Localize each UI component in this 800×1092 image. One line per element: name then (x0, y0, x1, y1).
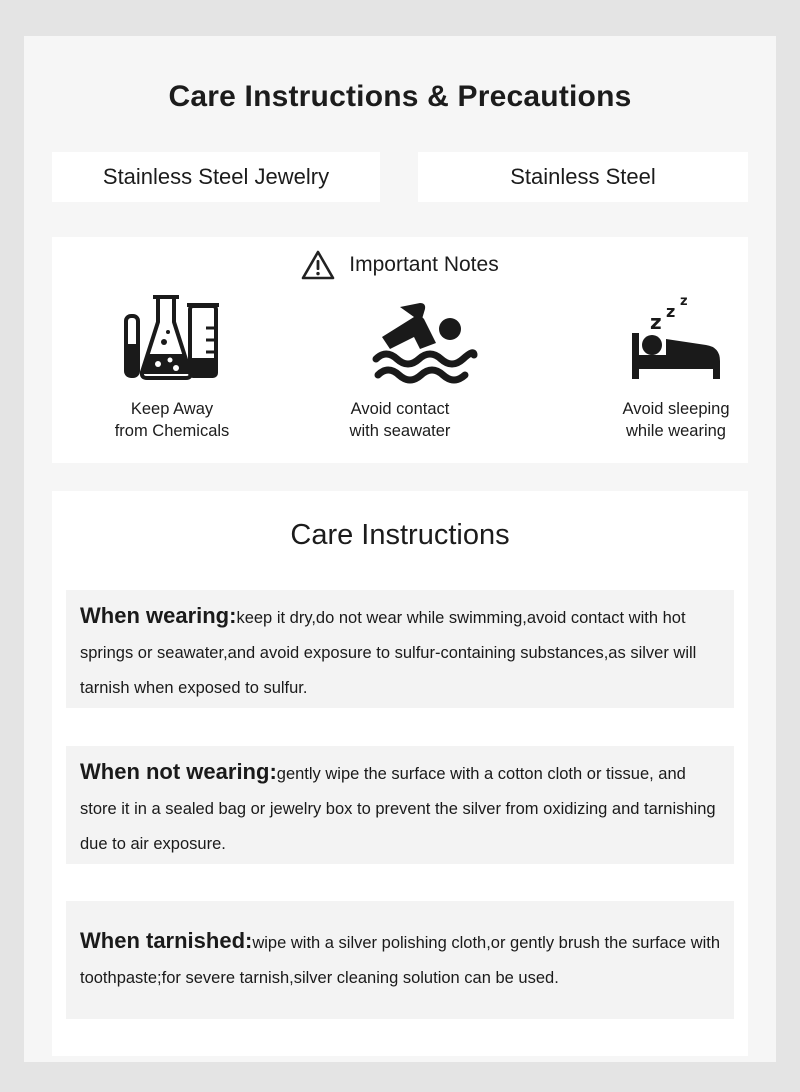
important-notes-panel (52, 237, 748, 463)
note-seawater-line2: with seawater (349, 422, 451, 440)
material-tag-jewelry: Stainless Steel Jewelry (52, 152, 380, 202)
svg-text:z: z (666, 302, 676, 321)
section-heading: When tarnished: (80, 928, 253, 953)
note-seawater (300, 398, 500, 442)
note-sleeping (576, 398, 776, 442)
svg-text:z: z (650, 310, 662, 334)
note-seawater-line1: Avoid contact (350, 400, 450, 418)
svg-text:z: z (680, 294, 688, 309)
section-when-wearing (66, 590, 734, 708)
note-chemicals-line1: Keep Away (130, 400, 214, 418)
chemicals-icon (118, 292, 228, 382)
section-text: gently wipe the surface with a cotton cloth or tissue, and store it in a sealed bag or jewelry box to prevent the silver from oxidizing and tarnishing due to air exposure. (80, 765, 716, 853)
section-text: wipe with a silver polishing cloth,or gently brush the surface with toothpaste;for severe tarnish,silver cleaning solution can be used. (80, 934, 721, 987)
section-when-not-wearing (66, 746, 734, 864)
care-instructions-title: Care Instructions (290, 519, 510, 551)
section-text: keep it dry,do not wear while swimming,avoid contact with hot springs or seawater,and avoid exposure to sulfur-containing substances,as silver will tarnish when exposed to sulfur. (80, 609, 697, 697)
page-title: Care Instructions & Precautions (168, 80, 632, 113)
note-sleeping-line1: Avoid sleeping (622, 400, 730, 418)
note-chemicals-line2: from Chemicals (114, 422, 230, 440)
note-chemicals (72, 398, 272, 442)
section-when-tarnished (66, 901, 734, 1019)
section-heading: When wearing: (80, 603, 237, 628)
swimming-icon (370, 297, 480, 387)
note-sleeping-line2: while wearing (626, 422, 726, 440)
section-heading: When not wearing: (80, 759, 277, 784)
care-instructions-panel (52, 491, 748, 1056)
material-tag-steel: Stainless Steel (418, 152, 748, 202)
sleeping-icon (622, 289, 732, 379)
care-card (24, 36, 776, 1062)
important-notes-label: Important Notes (349, 253, 499, 276)
important-notes-heading (52, 245, 748, 285)
warning-icon (301, 250, 335, 280)
